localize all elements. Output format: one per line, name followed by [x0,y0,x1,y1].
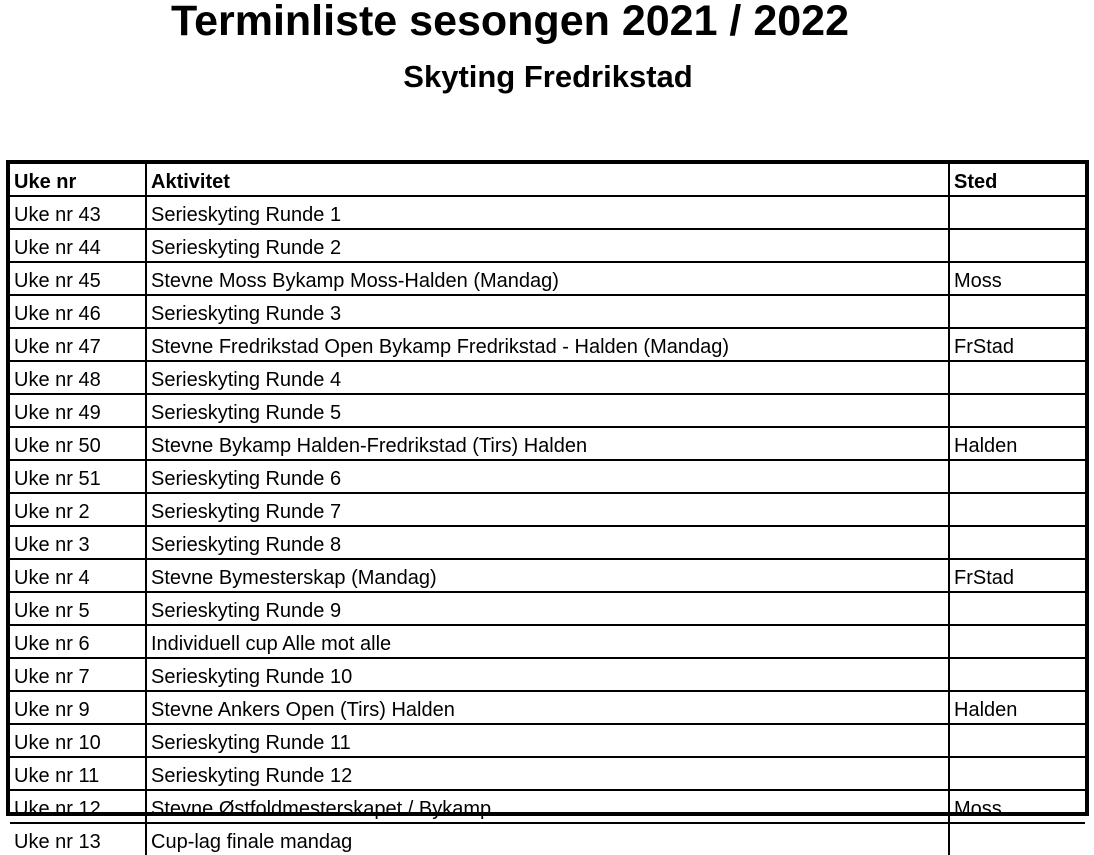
place-cell [949,229,1085,262]
activity-cell: Stevne Fredrikstad Open Bykamp Fredrikstad - Halden (Mandag) [146,328,949,361]
week-cell: Uke nr 5 [10,592,146,625]
schedule-table-frame [6,160,1089,853]
table-row [10,559,1085,592]
place-cell [949,361,1085,394]
week-cell: Uke nr 13 [10,823,146,855]
week-cell: Uke nr 43 [10,196,146,229]
week-cell: Uke nr 48 [10,361,146,394]
place-cell [949,592,1085,625]
activity-cell: Serieskyting Runde 10 [146,658,949,691]
activity-cell: Serieskyting Runde 7 [146,493,949,526]
table-row [10,724,1085,757]
week-cell: Uke nr 2 [10,493,146,526]
table-row [10,394,1085,427]
week-cell: Uke nr 9 [10,691,146,724]
week-cell: Uke nr 51 [10,460,146,493]
table-row [10,361,1085,394]
place-cell: Moss [949,262,1085,295]
activity-cell: Serieskyting Runde 4 [146,361,949,394]
activity-cell: Stevne Østfoldmesterskapet / Bykamp [146,790,949,823]
table-row [10,493,1085,526]
activity-cell: Stevne Ankers Open (Tirs) Halden [146,691,949,724]
place-cell [949,295,1085,328]
week-cell: Uke nr 49 [10,394,146,427]
week-cell: Uke nr 12 [10,790,146,823]
activity-cell: Serieskyting Runde 5 [146,394,949,427]
place-cell [949,757,1085,790]
table-row [10,757,1085,790]
table-row [10,460,1085,493]
place-cell: Moss [949,790,1085,823]
week-cell: Uke nr 45 [10,262,146,295]
column-header-activity: Aktivitet [146,164,949,196]
column-header-place: Sted [949,164,1085,196]
activity-cell: Serieskyting Runde 11 [146,724,949,757]
place-cell: FrStad [949,559,1085,592]
activity-cell: Serieskyting Runde 6 [146,460,949,493]
table-row [10,262,1085,295]
activity-cell: Cup-lag finale mandag [146,823,949,855]
place-cell: FrStad [949,328,1085,361]
week-cell: Uke nr 6 [10,625,146,658]
activity-cell: Serieskyting Runde 9 [146,592,949,625]
week-cell: Uke nr 11 [10,757,146,790]
place-cell [949,196,1085,229]
table-row [10,526,1085,559]
table-row [10,592,1085,625]
place-cell [949,493,1085,526]
place-cell [949,460,1085,493]
week-cell: Uke nr 50 [10,427,146,460]
activity-cell: Serieskyting Runde 3 [146,295,949,328]
table-row [10,823,1085,855]
activity-cell: Stevne Moss Bykamp Moss-Halden (Mandag) [146,262,949,295]
activity-cell: Serieskyting Runde 8 [146,526,949,559]
schedule-table [10,164,1085,855]
week-cell: Uke nr 10 [10,724,146,757]
week-cell: Uke nr 47 [10,328,146,361]
place-cell [949,394,1085,427]
place-cell: Halden [949,427,1085,460]
table-row [10,196,1085,229]
place-cell [949,658,1085,691]
document-subtitle: Skyting Fredrikstad [403,59,693,94]
column-header-week: Uke nr [10,164,146,196]
table-row [10,691,1085,724]
week-cell: Uke nr 4 [10,559,146,592]
activity-cell: Stevne Bykamp Halden-Fredrikstad (Tirs) Halden [146,427,949,460]
week-cell: Uke nr 44 [10,229,146,262]
table-row [10,295,1085,328]
week-cell: Uke nr 3 [10,526,146,559]
activity-cell: Serieskyting Runde 1 [146,196,949,229]
place-cell: Halden [949,691,1085,724]
table-row [10,328,1085,361]
activity-cell: Serieskyting Runde 2 [146,229,949,262]
schedule-table-body [10,196,1085,855]
place-cell [949,526,1085,559]
table-header-row [10,164,1085,196]
activity-cell: Stevne Bymesterskap (Mandag) [146,559,949,592]
place-cell [949,823,1085,855]
table-row [10,427,1085,460]
activity-cell: Serieskyting Runde 12 [146,757,949,790]
document-title: Terminliste sesongen 2021 / 2022 [171,0,849,45]
place-cell [949,625,1085,658]
week-cell: Uke nr 46 [10,295,146,328]
activity-cell: Individuell cup Alle mot alle [146,625,949,658]
table-row [10,658,1085,691]
place-cell [949,724,1085,757]
table-row [10,625,1085,658]
table-row [10,790,1085,823]
week-cell: Uke nr 7 [10,658,146,691]
table-row [10,229,1085,262]
